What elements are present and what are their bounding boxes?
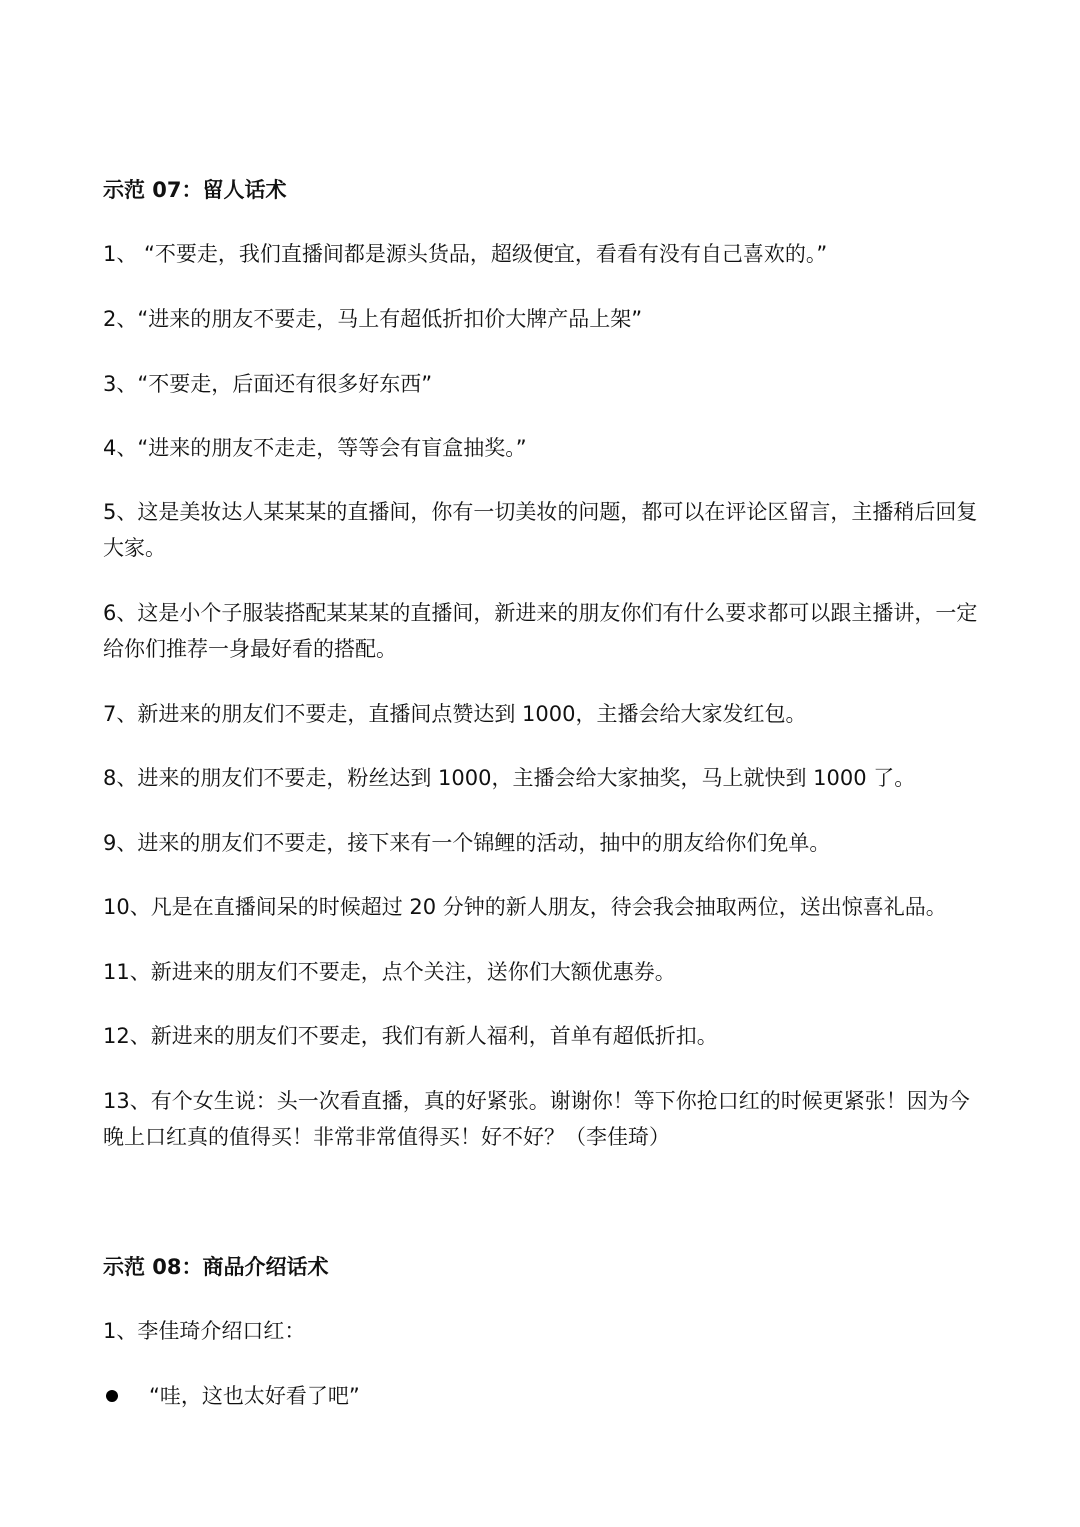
list-item: 7、新进来的朋友们不要走，直播间点赞达到 1000，主播会给大家发红包。 (103, 702, 807, 726)
list-item: 4、“进来的朋友不走走，等等会有盲盒抽奖。” (103, 436, 527, 460)
list-item: 5、这是美妆达人某某某的直播间，你有一切美妆的问题，都可以在评论区留言，主播稍后回复大家。 (103, 500, 978, 560)
list-item: 9、进来的朋友们不要走，接下来有一个锦鲤的活动，抽中的朋友给你们免单。 (103, 831, 831, 855)
list-item: 10、凡是在直播间呆的时候超过 20 分钟的新人朋友，待会我会抽取两位，送出惊喜礼品。 (103, 895, 947, 919)
list-item: 12、新进来的朋友们不要走，我们有新人福利，首单有超低折扣。 (103, 1024, 718, 1048)
list-item: 13、有个女生说：头一次看直播，真的好紧张。谢谢你！等下你抢口红的时候更紧张！因为今晚上口红真的值得买！非常非常值得买！好不好？（李佳琦） (103, 1089, 970, 1149)
list-item: 8、进来的朋友们不要走，粉丝达到 1000，主播会给大家抽奖，马上就快到 1000 了。 (103, 766, 916, 790)
section-heading-08: 示范 08：商品介绍话术 (103, 1255, 329, 1279)
bullet-dot-icon (106, 1390, 118, 1402)
list-item: 1、李佳琦介绍口红： (103, 1319, 306, 1343)
section-heading-07: 示范 07：留人话术 (103, 178, 287, 202)
bullet-text: “哇，这也太好看了吧” (149, 1384, 360, 1408)
list-item: 6、这是小个子服装搭配某某某的直播间，新进来的朋友你们有什么要求都可以跟主播讲，一定给你们推荐一身最好看的搭配。 (103, 601, 978, 661)
list-item: 11、新进来的朋友们不要走，点个关注，送你们大额优惠券。 (103, 960, 676, 984)
list-item: 3、“不要走，后面还有很多好东西” (103, 372, 433, 396)
list-item: 1、 “不要走，我们直播间都是源头货品，超级便宜，看看有没有自己喜欢的。” (103, 242, 828, 266)
list-item: 2、“进来的朋友不要走，马上有超低折扣价大牌产品上架” (103, 307, 643, 331)
